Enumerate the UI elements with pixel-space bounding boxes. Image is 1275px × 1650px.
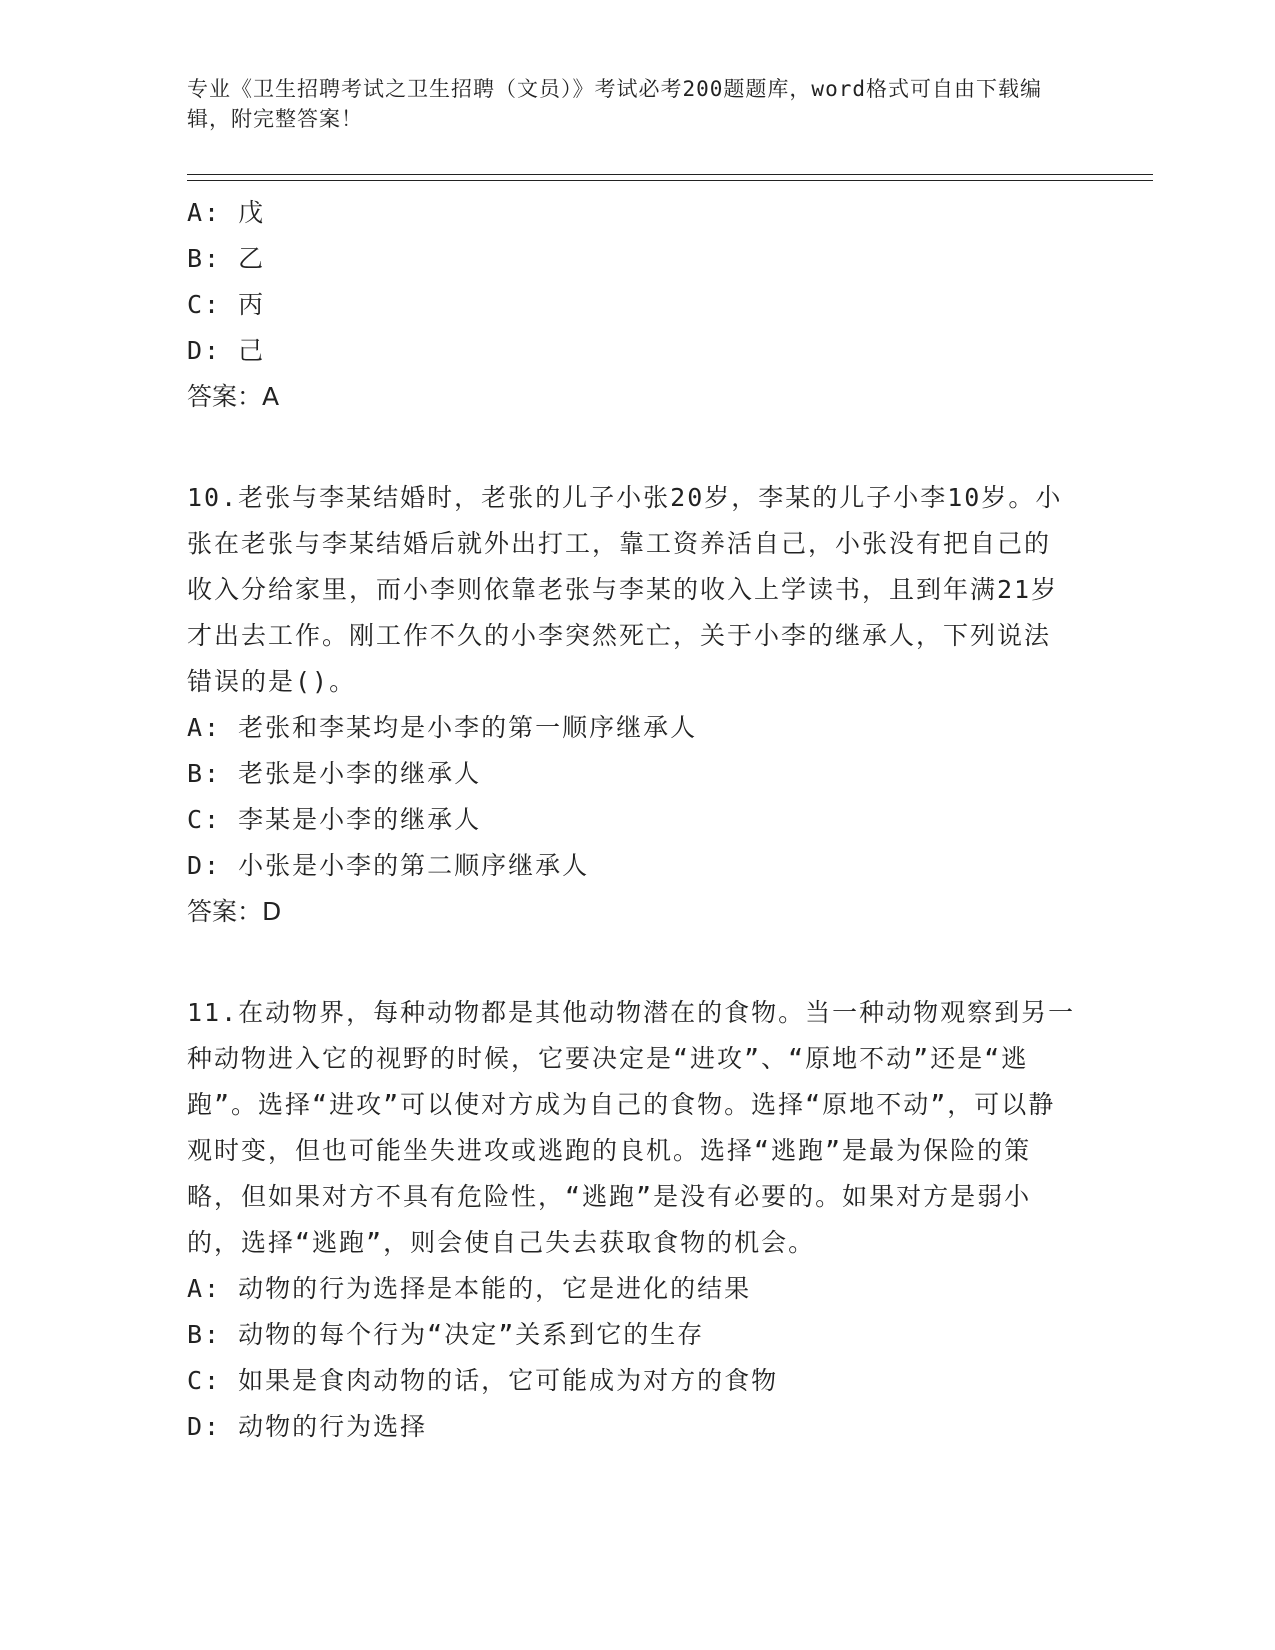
question-11: [187, 990, 1087, 1450]
option-b: B: 乙: [187, 244, 266, 273]
spacer: [187, 935, 1087, 990]
document-header: 专业《卫生招聘考试之卫生招聘（文员）》考试必考200题题库，word格式可自由下载编辑，附完整答案！: [187, 77, 1042, 131]
option-a: A: 动物的行为选择是本能的，它是进化的结果: [187, 1274, 752, 1303]
question-content: [187, 190, 1087, 1450]
answer-line: 答案：A: [187, 382, 280, 411]
header-divider-top: [187, 174, 1153, 175]
option-d: D: 小张是小李的第二顺序继承人: [187, 851, 590, 880]
header-divider-bottom: [187, 180, 1153, 181]
option-a: A: 老张和李某均是小李的第一顺序继承人: [187, 713, 698, 742]
question-10: [187, 475, 1087, 935]
question-9-options: [187, 190, 1087, 420]
question-stem: 10.老张与李某结婚时，老张的儿子小张20岁，李某的儿子小李10岁。小张在老张与李某结婚后就外出打工，靠工资养活自己，小张没有把自己的收入分给家里，而小李则依靠老张与李某的收入上学读书，且到年满21岁才出去工作。刚工作不久的小李突然死亡，关于小李的继承人，下列说法错误的是()。: [187, 483, 1063, 696]
option-c: C: 如果是食肉动物的话，它可能成为对方的食物: [187, 1366, 779, 1395]
option-d: D: 动物的行为选择: [187, 1412, 428, 1441]
option-d: D: 己: [187, 336, 266, 365]
answer-line: 答案：D: [187, 897, 282, 926]
option-b: B: 老张是小李的继承人: [187, 759, 482, 788]
option-a: A: 戊: [187, 198, 266, 227]
option-c: C: 丙: [187, 290, 266, 319]
option-c: C: 李某是小李的继承人: [187, 805, 482, 834]
spacer: [187, 420, 1087, 475]
question-stem: 11.在动物界，每种动物都是其他动物潜在的食物。当一种动物观察到另一种动物进入它的视野的时候，它要决定是“进攻”、“原地不动”还是“逃跑”。选择“进攻”可以使对方成为自己的食物。选择“原地不动”，可以静观时变，但也可能坐失进攻或逃跑的良机。选择“逃跑”是最为保险的策略，但如果对方不具有危险性，“逃跑”是没有必要的。如果对方是弱小的，选择“逃跑”，则会使自己失去获取食物的机会。: [187, 998, 1076, 1257]
option-b: B: 动物的每个行为“决定”关系到它的生存: [187, 1320, 705, 1349]
